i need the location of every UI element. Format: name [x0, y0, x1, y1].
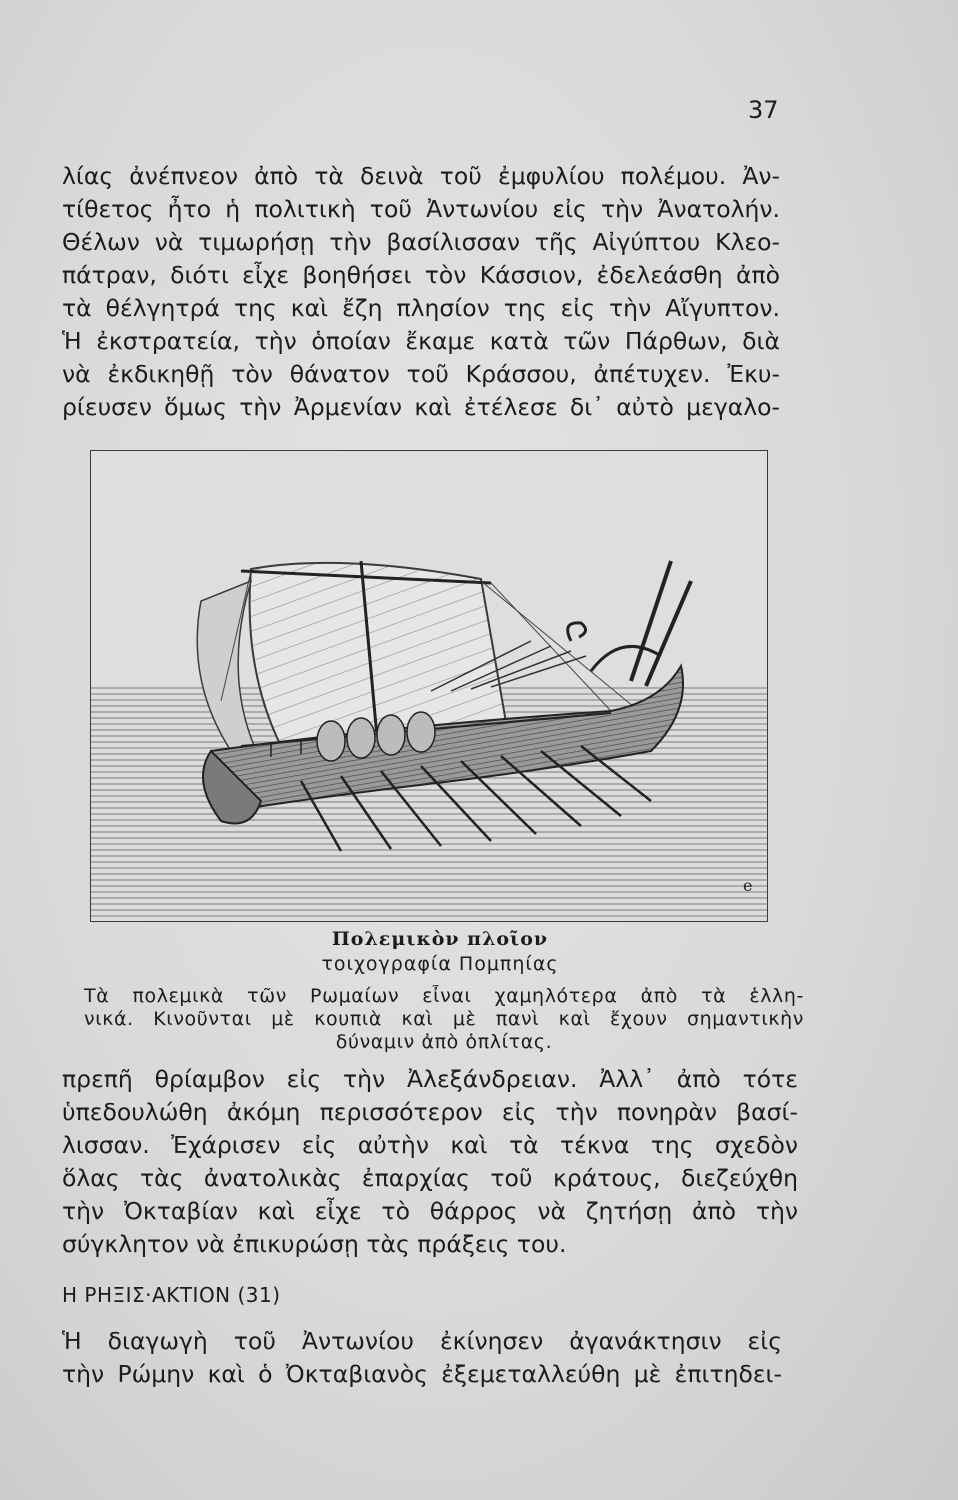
text-line: τὰ θέλγητρά της καὶ ἔζη πλησίον της εἰς τὴν Αἴγυπτον. — [62, 294, 780, 322]
text-line: ρίευσεν ὅμως τὴν Ἀρμενίαν καὶ ἐτέλεσε δι᾽ αὐτὸ μεγαλο- — [62, 393, 780, 421]
caption-line: νικά. Κινοῦνται μὲ κουπιὰ καὶ μὲ πανὶ καὶ ἔχουν σημαντικὴν — [84, 1008, 804, 1030]
text-line: ὑπεδουλώθη ἀκόμη περισσότερον εἰς τὴν πονηρὰν βασί- — [62, 1098, 798, 1126]
section-heading: Η ΡΗΞΙΣ·ΑΚΤΙΟΝ (31) — [62, 1283, 281, 1307]
caption-subtitle: τοιχογραφία Πομπηίας — [321, 953, 559, 975]
text-line: λισσαν. Ἐχάρισεν εἰς αὐτὴν καὶ τὰ τέκνα της σχεδὸν — [62, 1131, 798, 1159]
text-line: τίθετος ἦτο ἡ πολιτικὴ τοῦ Ἀντωνίου εἰς τὴν Ἀνατολήν. — [62, 195, 780, 223]
warship-drawing — [91, 451, 767, 921]
text-line: νὰ ἐκδικηθῇ τὸν θάνατον τοῦ Κράσσου, ἀπέτυχεν. Ἐκυ- — [62, 360, 780, 388]
text-line: τὴν Ὀκταβίαν καὶ εἶχε τὸ θάρρος νὰ ζητήσῃ ἀπὸ τὴν — [62, 1197, 798, 1225]
paragraph-2 — [62, 1063, 798, 1261]
text-line: τὴν Ρώμην καὶ ὁ Ὀκταβιανὸς ἐξεμεταλλεύθη μὲ ἐπιτηδει- — [62, 1360, 782, 1388]
text-line: πάτραν, διότι εἶχε βοηθήσει τὸν Κάσσιον, ἐδελεάσθη ἀπὸ — [62, 261, 780, 289]
text-line: Ἡ ἐκστρατεία, τὴν ὁποίαν ἔκαμε κατὰ τῶν Πάρθων, διὰ — [62, 327, 780, 355]
text-line: σύγκλητον νὰ ἐπικυρώσῃ τὰς πράξεις του. — [62, 1230, 567, 1258]
text-line: ὅλας τὰς ἀνατολικὰς ἐπαρχίας τοῦ κράτους, διεζεύχθη — [62, 1164, 798, 1192]
figure-corner-mark: e — [743, 876, 753, 895]
caption-body — [84, 985, 804, 1054]
paragraph-3 — [62, 1325, 782, 1391]
warship-illustration — [90, 450, 768, 922]
text-line: λίας ἀνέπνεον ἀπὸ τὰ δεινὰ τοῦ ἐμφυλίου πολέμου. Ἀν- — [62, 162, 780, 190]
text-line: Ἡ διαγωγὴ τοῦ Ἀντωνίου ἐκίνησεν ἀγανάκτησιν εἰς — [62, 1327, 782, 1355]
page-number: 37 — [748, 96, 779, 124]
caption-title: Πολεμικὸν πλοῖον — [331, 928, 549, 950]
text-line: πρεπῆ θρίαμβον εἰς τὴν Ἀλεξάνδρειαν. Ἀλλ᾽ ἀπὸ τότε — [62, 1065, 798, 1093]
caption-line: δύναμιν ἀπὸ ὁπλίτας. — [335, 1031, 553, 1053]
text-line: Θέλων νὰ τιμωρήσῃ τὴν βασίλισσαν τῆς Αἰγύπτου Κλεο- — [62, 228, 780, 256]
caption-line: Τὰ πολεμικὰ τῶν Ρωμαίων εἶναι χαμηλότερα ἀπὸ τὰ ἑλλη- — [84, 985, 804, 1007]
paragraph-1 — [62, 160, 780, 424]
